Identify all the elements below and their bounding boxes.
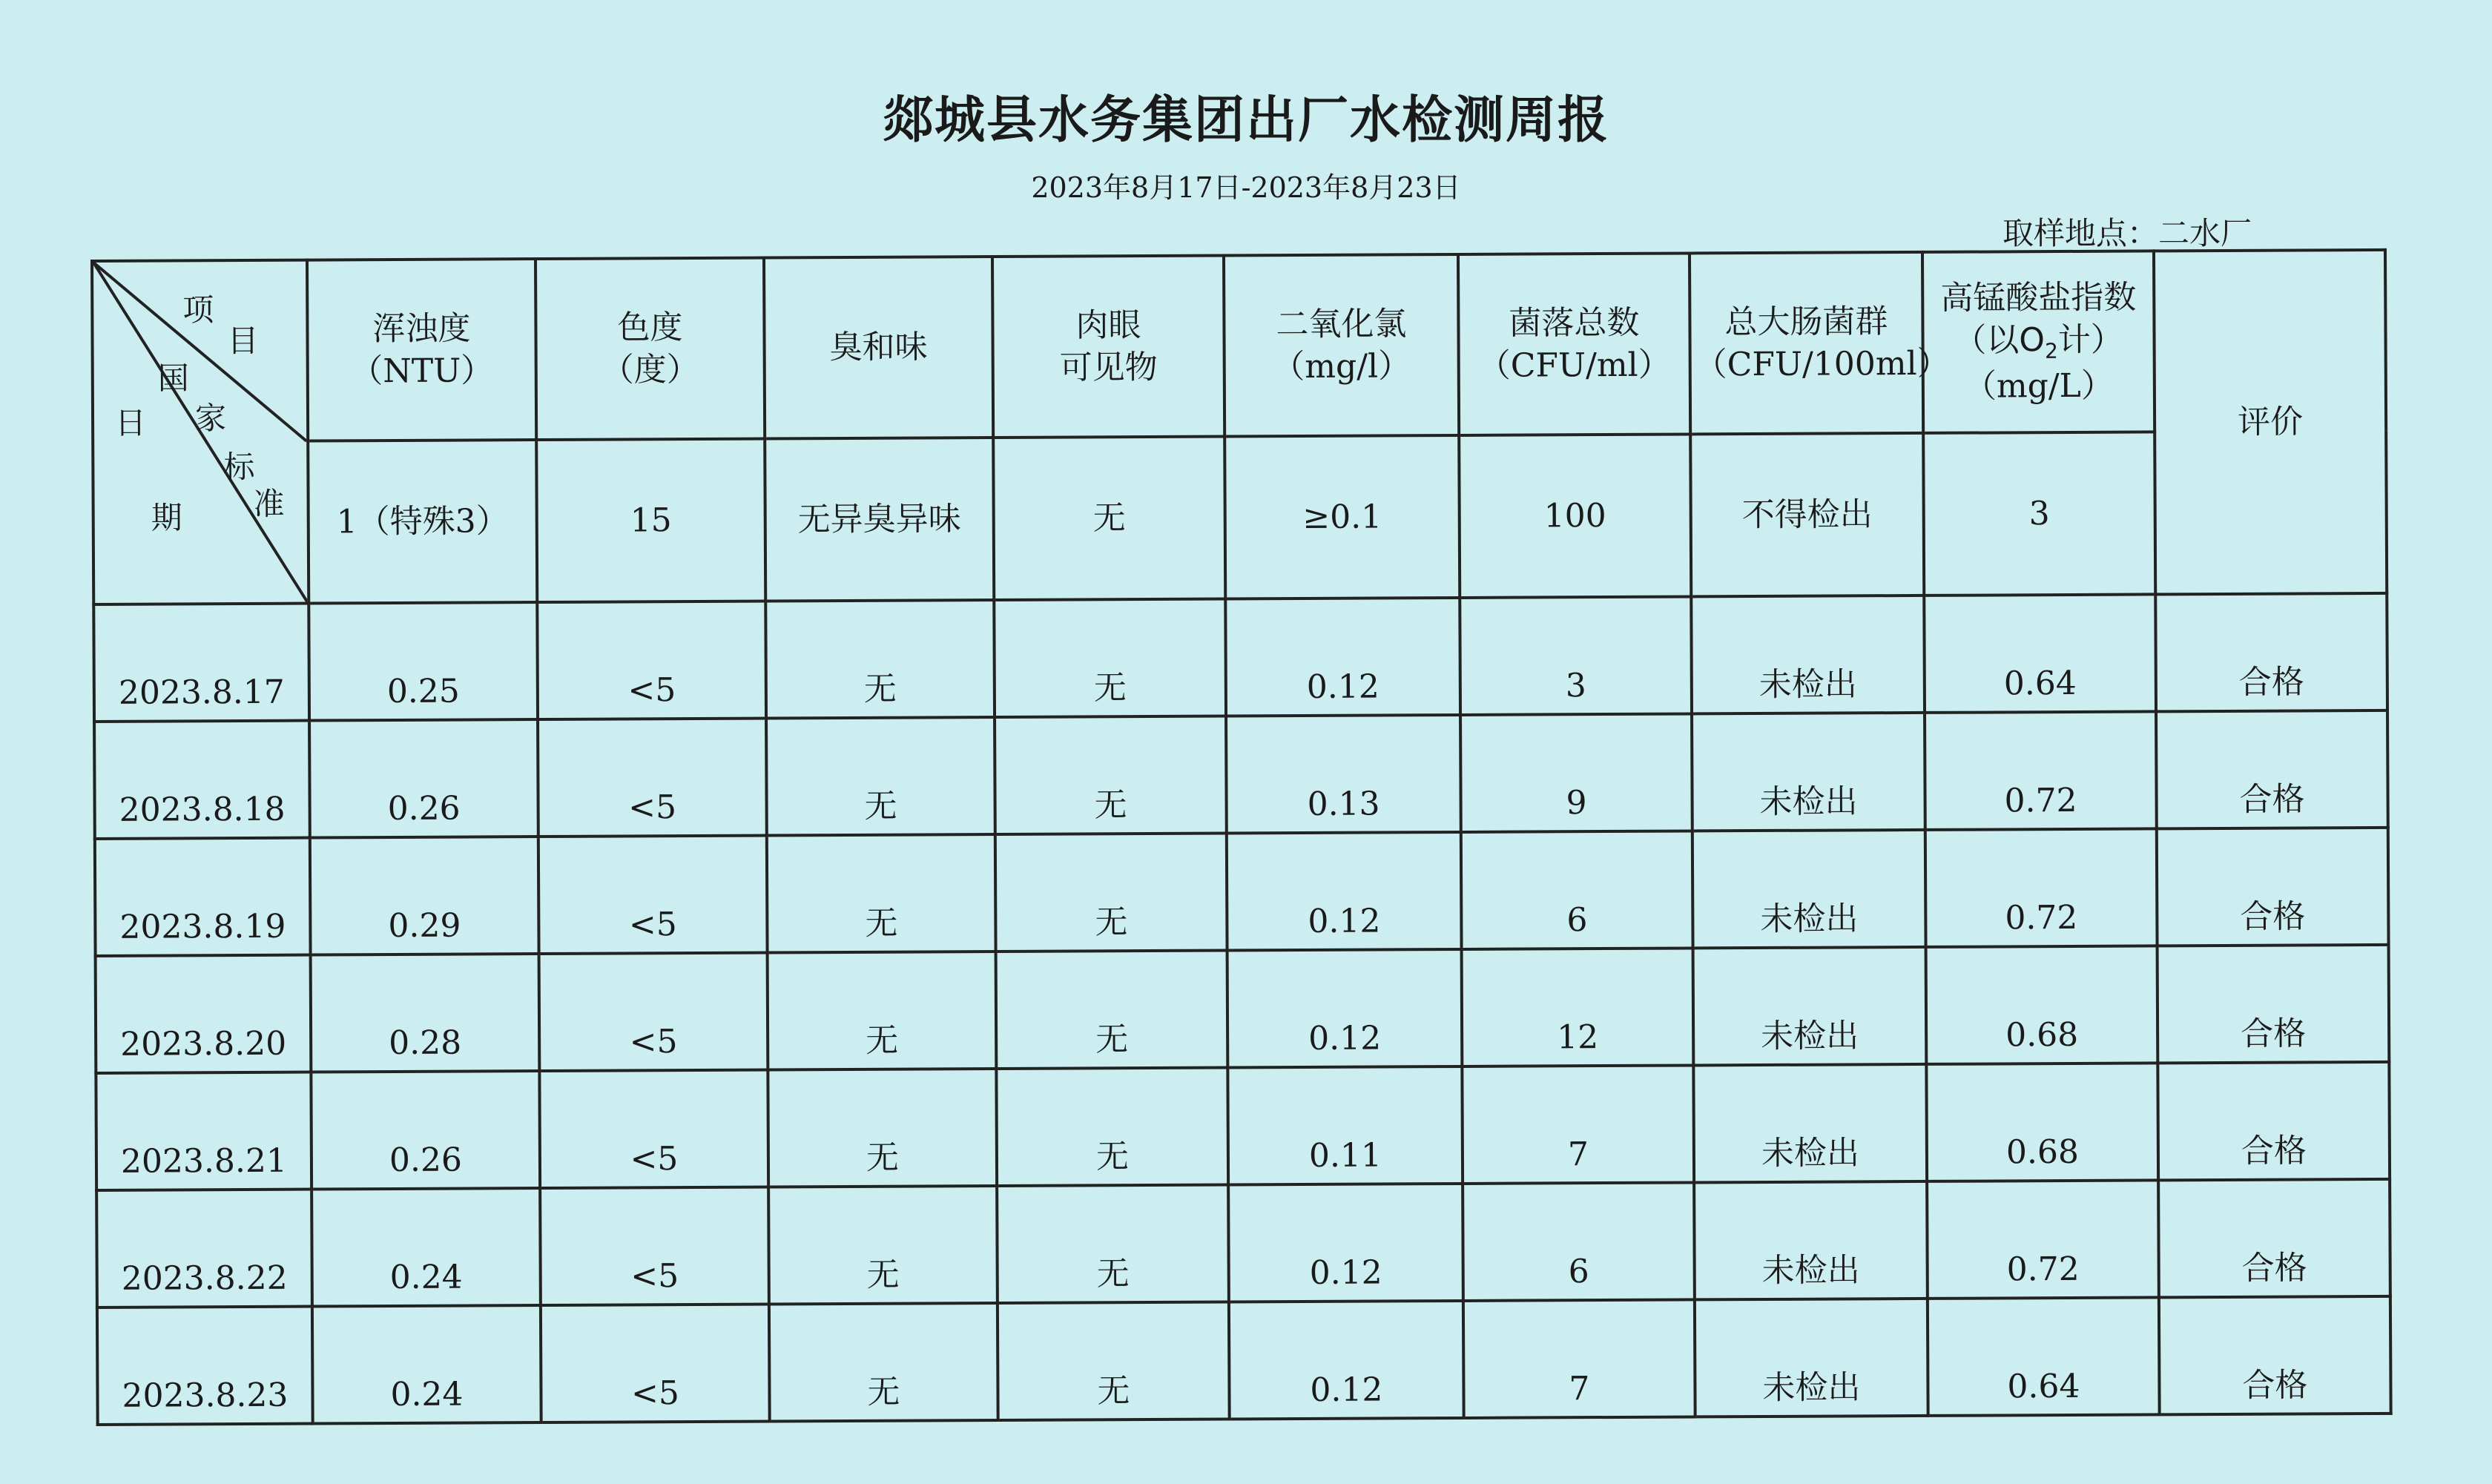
cell-odor: 无	[767, 834, 996, 953]
cell-odor: 无	[769, 1303, 998, 1422]
cell-chlorine-dioxide: 0.12	[1227, 832, 1462, 951]
cell-date: 2023.8.20	[96, 955, 312, 1073]
header-color: 色度 （度）	[535, 258, 765, 441]
report-title: 郯城县水务集团出厂水检测周报	[882, 91, 1609, 150]
cell-odor: 无	[768, 1069, 997, 1187]
corner-item-char-1: 项	[182, 291, 214, 329]
cell-visible: 无	[995, 834, 1227, 952]
cell-chlorine-dioxide: 0.12	[1227, 949, 1463, 1068]
water-quality-table	[90, 248, 2393, 1426]
cell-evaluation: 合格	[2158, 945, 2390, 1063]
cell-date: 2023.8.18	[94, 721, 310, 839]
cell-coliform: 未检出	[1692, 830, 1926, 949]
cell-date: 2023.8.19	[95, 838, 311, 956]
cell-odor: 无	[768, 1186, 998, 1305]
cell-coliform: 未检出	[1693, 1064, 1927, 1183]
standard-visible-matter: 无	[993, 437, 1225, 601]
cell-color: <5	[539, 1070, 768, 1189]
cell-chlorine-dioxide: 0.12	[1228, 1184, 1463, 1302]
cell-colony: 6	[1461, 831, 1693, 949]
cell-chlorine-dioxide: 0.12	[1229, 1301, 1464, 1419]
header-evaluation: 评价	[2154, 250, 2387, 595]
cell-permanganate: 0.72	[1925, 711, 2157, 830]
header-row-items	[92, 250, 2386, 442]
cell-date: 2023.8.22	[96, 1190, 312, 1307]
corner-date-char-2: 期	[151, 499, 182, 536]
table-row	[96, 1179, 2390, 1307]
cell-colony: 3	[1460, 596, 1692, 715]
corner-header-cell	[92, 260, 309, 604]
cell-visible: 无	[996, 951, 1228, 1069]
date-range: 2023年8月17日-2023年8月23日	[1031, 171, 1461, 204]
cell-odor: 无	[765, 600, 995, 719]
cell-colony: 7	[1462, 1065, 1694, 1184]
header-coliform: 总大肠菌群 （CFU/100ml）	[1690, 252, 1923, 435]
cell-permanganate: 0.64	[1924, 594, 2156, 713]
cell-odor: 无	[766, 717, 995, 836]
cell-date: 2023.8.23	[97, 1307, 313, 1425]
cell-color: <5	[538, 719, 767, 837]
cell-color: <5	[538, 836, 768, 954]
standard-color: 15	[536, 439, 765, 603]
cell-chlorine-dioxide: 0.13	[1226, 715, 1461, 834]
cell-permanganate: 0.72	[1925, 828, 2158, 947]
cell-color: <5	[541, 1305, 770, 1423]
cell-evaluation: 合格	[2158, 1062, 2390, 1181]
corner-standard-char-1: 国	[157, 360, 189, 397]
cell-visible: 无	[996, 1068, 1228, 1187]
header-turbidity: 浑浊度 （NTU）	[307, 259, 536, 441]
cell-turbidity: 0.28	[311, 954, 540, 1072]
cell-evaluation: 合格	[2158, 1179, 2390, 1298]
cell-date: 2023.8.21	[96, 1072, 312, 1190]
corner-standard-char-4: 准	[253, 485, 285, 522]
cell-odor: 无	[768, 952, 997, 1070]
corner-standard-char-3: 标	[223, 448, 255, 486]
table-row	[96, 1062, 2390, 1190]
cell-evaluation: 合格	[2157, 828, 2389, 946]
standard-turbidity: 1（特殊3）	[308, 440, 537, 604]
cell-turbidity: 0.25	[309, 602, 538, 721]
cell-turbidity: 0.24	[312, 1305, 541, 1424]
standard-permanganate: 3	[1923, 432, 2155, 596]
cell-coliform: 未检出	[1693, 947, 1927, 1066]
corner-date-char-1: 日	[114, 404, 147, 441]
cell-colony: 7	[1463, 1299, 1695, 1418]
cell-colony: 6	[1463, 1182, 1695, 1301]
cell-visible: 无	[995, 716, 1227, 835]
cell-coliform: 未检出	[1695, 1299, 1928, 1417]
cell-color: <5	[539, 953, 768, 1072]
cell-evaluation: 合格	[2155, 593, 2387, 712]
cell-turbidity: 0.26	[309, 719, 538, 838]
cell-visible: 无	[997, 1185, 1229, 1304]
cell-color: <5	[537, 601, 766, 720]
table-row	[96, 945, 2390, 1073]
cell-coliform: 未检出	[1692, 713, 1925, 831]
corner-standard-char-2: 家	[194, 400, 227, 437]
cell-evaluation: 合格	[2159, 1296, 2391, 1415]
cell-colony: 9	[1460, 713, 1692, 832]
header-odor: 臭和味	[764, 257, 993, 439]
header-chlorine-dioxide: 二氧化氯 （mg/l）	[1224, 254, 1459, 437]
cell-permanganate: 0.64	[1928, 1297, 2160, 1416]
cell-visible: 无	[998, 1302, 1230, 1421]
corner-item-char-2: 目	[227, 322, 259, 360]
table-row	[93, 593, 2387, 722]
cell-evaluation: 合格	[2156, 710, 2388, 829]
cell-chlorine-dioxide: 0.12	[1225, 598, 1460, 716]
cell-permanganate: 0.72	[1927, 1180, 2159, 1299]
cell-permanganate: 0.68	[1926, 1063, 2158, 1181]
standard-row	[93, 431, 2387, 604]
cell-turbidity: 0.29	[310, 837, 539, 955]
cell-turbidity: 0.24	[312, 1188, 541, 1307]
cell-turbidity: 0.26	[311, 1071, 540, 1190]
cell-permanganate: 0.68	[1926, 946, 2158, 1064]
header-colony-count: 菌落总数 （CFU/ml）	[1458, 253, 1690, 435]
sampling-location: 取样地点：二水厂	[2002, 215, 2252, 251]
header-visible-matter: 肉眼 可见物	[992, 256, 1224, 438]
cell-date: 2023.8.17	[93, 604, 309, 722]
standard-chlorine-dioxide: ≥0.1	[1224, 435, 1460, 599]
cell-coliform: 未检出	[1691, 596, 1925, 714]
table-row	[97, 1296, 2391, 1425]
standard-colony-count: 100	[1459, 434, 1691, 598]
table-row	[95, 828, 2389, 956]
cell-visible: 无	[994, 599, 1226, 718]
cell-colony: 12	[1462, 948, 1694, 1066]
cell-color: <5	[540, 1187, 769, 1306]
standard-coliform: 不得检出	[1690, 433, 1924, 597]
table-row	[94, 710, 2388, 839]
standard-odor: 无异臭异味	[765, 438, 994, 601]
cell-chlorine-dioxide: 0.11	[1227, 1066, 1463, 1185]
cell-coliform: 未检出	[1694, 1181, 1928, 1300]
header-permanganate: 高锰酸盐指数 （以$O_2$计） （mg/L）	[1922, 251, 2155, 433]
